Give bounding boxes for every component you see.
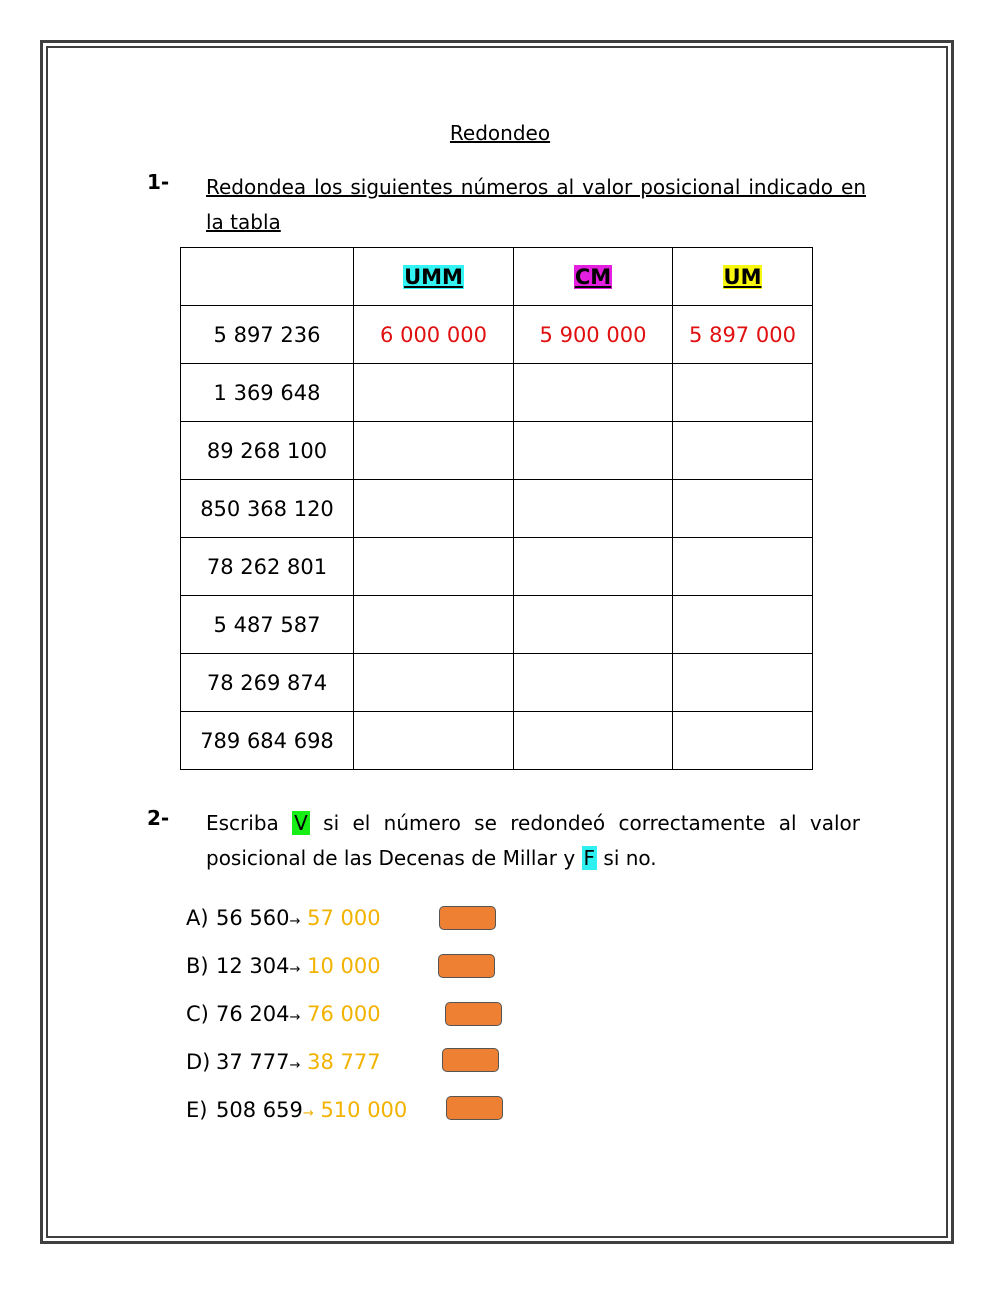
answer-cell-umm[interactable] bbox=[354, 596, 514, 654]
question-2-text-middle: si el número se redondeó correctamente al valor posicional de las Decenas de Millar y bbox=[206, 811, 860, 870]
answer-cell-umm[interactable] bbox=[354, 364, 514, 422]
answer-cell-umm[interactable] bbox=[354, 712, 514, 770]
answer-box-e[interactable] bbox=[446, 1096, 503, 1120]
table-row bbox=[181, 422, 813, 480]
option-letter: A) bbox=[186, 906, 209, 930]
answer-cell-umm[interactable] bbox=[354, 654, 514, 712]
option-letter: C) bbox=[186, 1002, 209, 1026]
question-1-text: Redondea los siguientes números al valor posicional indicado en la tabla bbox=[206, 175, 866, 234]
f-mark: F bbox=[583, 846, 596, 870]
option-d bbox=[186, 1050, 381, 1074]
page-title: Redondeo bbox=[449, 121, 551, 145]
answer-cell-umm[interactable] bbox=[354, 538, 514, 596]
answer-cell-cm[interactable] bbox=[514, 654, 673, 712]
option-number: 37 777 bbox=[216, 1050, 290, 1074]
table-row bbox=[181, 596, 813, 654]
option-number: 12 304 bbox=[216, 954, 290, 978]
answer-cell-umm[interactable]: 6 000 000 bbox=[354, 306, 514, 364]
option-number: 76 204 bbox=[216, 1002, 290, 1026]
question-1-number: 1- bbox=[147, 170, 170, 194]
option-e bbox=[186, 1098, 407, 1122]
answer-cell-um[interactable] bbox=[673, 538, 813, 596]
number-cell: 78 269 874 bbox=[181, 654, 354, 712]
number-cell: 789 684 698 bbox=[181, 712, 354, 770]
header-cell-um bbox=[673, 248, 813, 306]
answer-cell-umm[interactable] bbox=[354, 422, 514, 480]
header-cm-label: CM bbox=[574, 264, 612, 289]
number-cell: 78 262 801 bbox=[181, 538, 354, 596]
arrow-icon: → bbox=[289, 914, 301, 929]
option-a bbox=[186, 906, 381, 930]
answer-cell-umm[interactable] bbox=[354, 480, 514, 538]
header-umm-label: UMM bbox=[404, 264, 463, 289]
number-cell: 5 897 236 bbox=[181, 306, 354, 364]
answer-cell-um[interactable] bbox=[673, 422, 813, 480]
arrow-icon: → bbox=[289, 1010, 301, 1025]
option-number: 56 560 bbox=[216, 906, 290, 930]
number-cell: 89 268 100 bbox=[181, 422, 354, 480]
question-2-text-start: Escriba bbox=[206, 811, 293, 835]
v-mark: V bbox=[294, 811, 308, 835]
option-number: 508 659 bbox=[216, 1098, 303, 1122]
answer-cell-um[interactable] bbox=[673, 654, 813, 712]
option-result: 510 000 bbox=[320, 1098, 408, 1122]
option-letter: B) bbox=[186, 954, 209, 978]
answer-cell-cm[interactable] bbox=[514, 596, 673, 654]
option-c bbox=[186, 1002, 381, 1026]
answer-cell-cm[interactable] bbox=[514, 480, 673, 538]
arrow-icon: → bbox=[289, 1058, 301, 1073]
number-cell: 850 368 120 bbox=[181, 480, 354, 538]
table-row bbox=[181, 306, 813, 364]
header-cell-cm bbox=[514, 248, 673, 306]
table-row bbox=[181, 654, 813, 712]
answer-box-a[interactable] bbox=[439, 906, 496, 930]
question-2-text-end: si no. bbox=[597, 846, 657, 870]
table-row bbox=[181, 480, 813, 538]
rounding-table bbox=[180, 247, 813, 770]
answer-cell-um[interactable] bbox=[673, 364, 813, 422]
header-cell-umm bbox=[354, 248, 514, 306]
answer-cell-cm[interactable] bbox=[514, 712, 673, 770]
question-2-text bbox=[206, 806, 860, 876]
answer-cell-um[interactable] bbox=[673, 712, 813, 770]
table-row bbox=[181, 364, 813, 422]
answer-box-c[interactable] bbox=[445, 1002, 502, 1026]
table-row bbox=[181, 712, 813, 770]
answer-cell-um[interactable] bbox=[673, 596, 813, 654]
answer-box-d[interactable] bbox=[442, 1048, 499, 1072]
option-result: 38 777 bbox=[307, 1050, 381, 1074]
header-empty-cell bbox=[181, 248, 354, 306]
answer-cell-cm[interactable]: 5 900 000 bbox=[514, 306, 673, 364]
table-row bbox=[181, 538, 813, 596]
answer-box-b[interactable] bbox=[438, 954, 495, 978]
answer-cell-cm[interactable] bbox=[514, 538, 673, 596]
arrow-icon: → bbox=[302, 1106, 314, 1121]
question-2-number: 2- bbox=[147, 806, 170, 830]
answer-cell-um[interactable] bbox=[673, 480, 813, 538]
option-b bbox=[186, 954, 381, 978]
option-letter: D) bbox=[186, 1050, 211, 1074]
option-result: 76 000 bbox=[307, 1002, 381, 1026]
option-letter: E) bbox=[186, 1098, 208, 1122]
number-cell: 5 487 587 bbox=[181, 596, 354, 654]
answer-cell-cm[interactable] bbox=[514, 364, 673, 422]
arrow-icon: → bbox=[289, 962, 301, 977]
table-header-row bbox=[181, 248, 813, 306]
answer-cell-cm[interactable] bbox=[514, 422, 673, 480]
option-result: 57 000 bbox=[307, 906, 381, 930]
answer-cell-um[interactable]: 5 897 000 bbox=[673, 306, 813, 364]
option-result: 10 000 bbox=[307, 954, 381, 978]
number-cell: 1 369 648 bbox=[181, 364, 354, 422]
header-um-label: UM bbox=[723, 264, 762, 289]
